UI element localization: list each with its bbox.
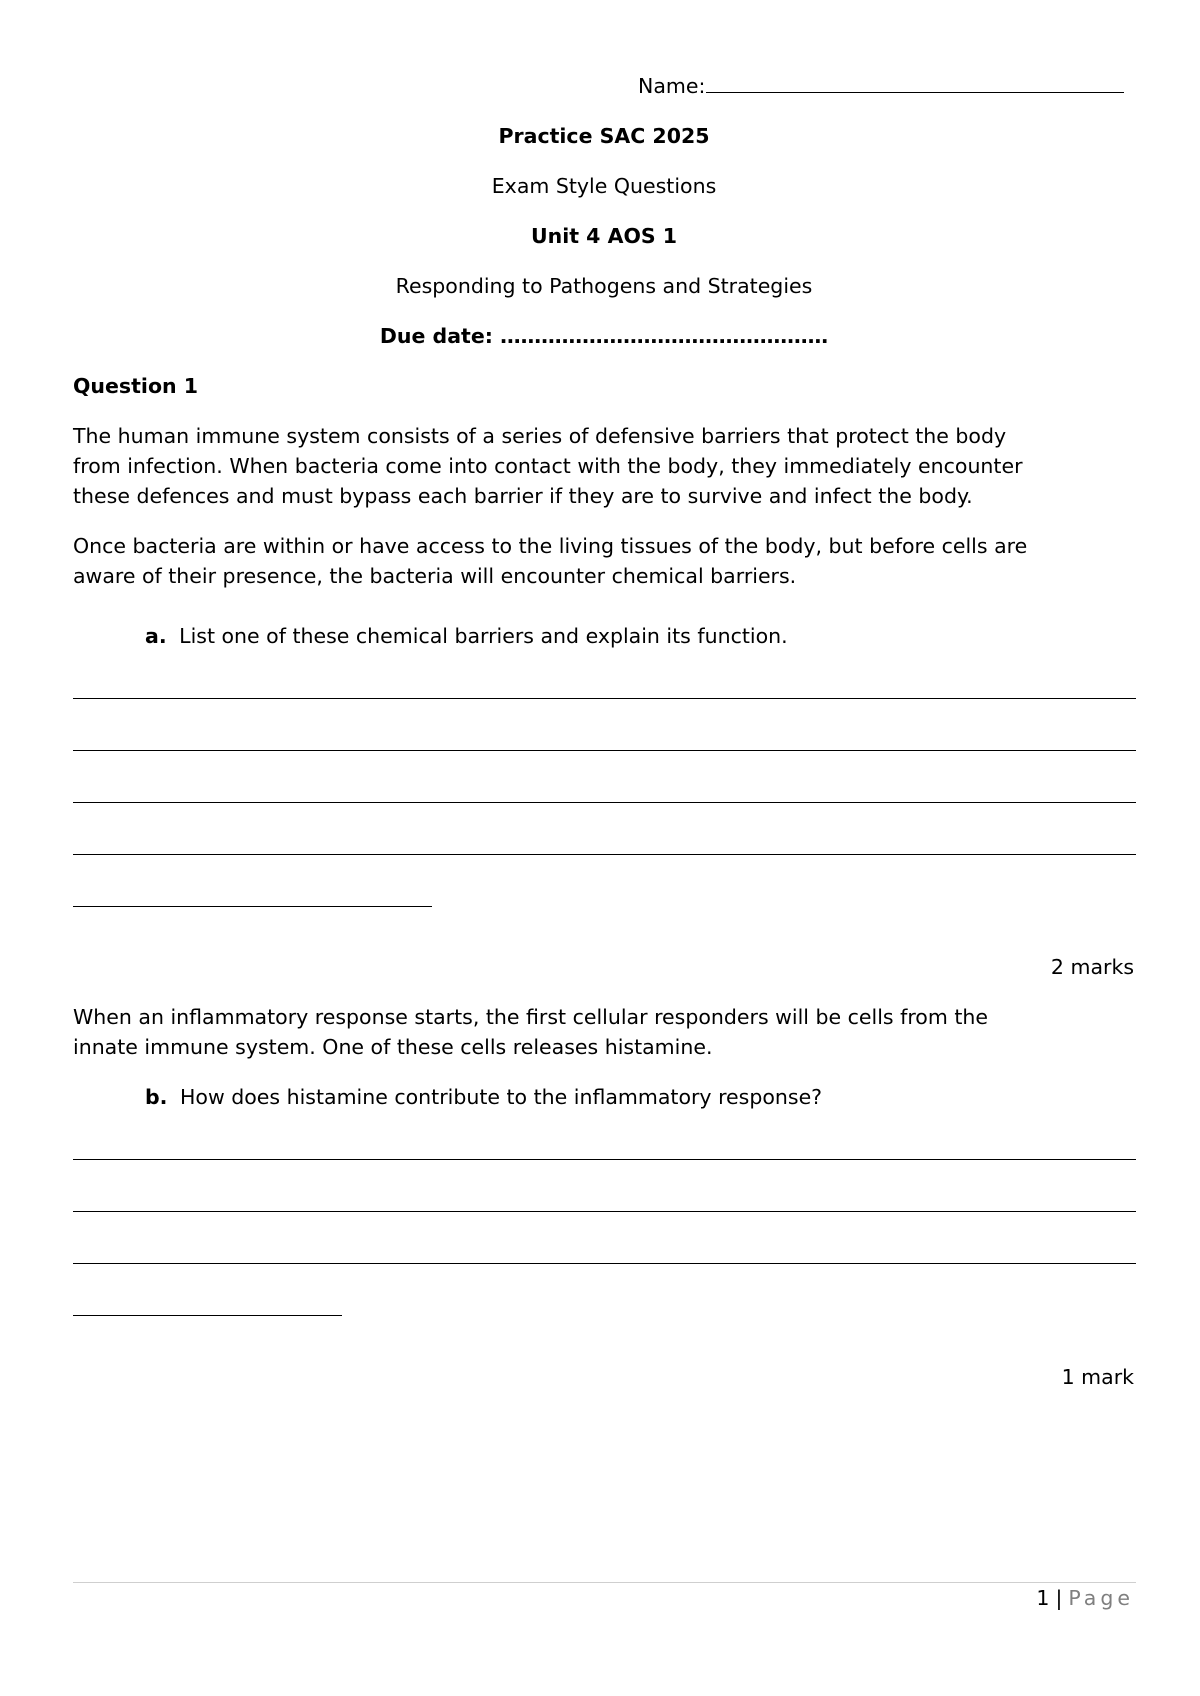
- part-a-prompt: [145, 621, 788, 651]
- intro-paragraph: [73, 421, 1133, 511]
- question-heading: Question 1: [73, 374, 199, 398]
- name-field: [638, 71, 1124, 101]
- topic-heading: Responding to Pathogens and Strategies: [395, 274, 813, 298]
- page-number: 1: [1036, 1586, 1050, 1610]
- part-a-letter: a.: [145, 624, 167, 648]
- part-b-prompt: [145, 1082, 822, 1112]
- context-line: When an inflammatory response starts, the first cellular responders will be cells from the: [73, 1005, 988, 1029]
- answer-line[interactable]: [73, 854, 1136, 855]
- context-line: aware of their presence, the bacteria will encounter chemical barriers.: [73, 564, 797, 588]
- document-title: Practice SAC 2025: [498, 124, 710, 148]
- part-b-marks: 1 mark: [1061, 1365, 1134, 1389]
- footer-separator: |: [1055, 1586, 1063, 1610]
- document-subtitle: Exam Style Questions: [491, 174, 717, 198]
- answer-line[interactable]: [73, 906, 432, 907]
- due-date-dots: …………………………………………: [500, 324, 829, 348]
- answer-line[interactable]: [73, 698, 1136, 699]
- answer-line[interactable]: [73, 802, 1136, 803]
- page-label: Page: [1068, 1586, 1134, 1610]
- context-paragraph-b: [73, 1002, 1133, 1062]
- due-date-label: Due date:: [379, 324, 493, 348]
- answer-line[interactable]: [73, 1159, 1136, 1160]
- context-paragraph-a: [73, 531, 1133, 591]
- unit-heading: Unit 4 AOS 1: [530, 224, 678, 248]
- page-footer: [1036, 1583, 1134, 1613]
- context-line: Once bacteria are within or have access to the living tissues of the body, but before cells are: [73, 534, 1028, 558]
- footer-divider: [73, 1582, 1136, 1583]
- intro-line: these defences and must bypass each barrier if they are to survive and infect the body.: [73, 484, 973, 508]
- answer-line[interactable]: [73, 1263, 1136, 1264]
- intro-line: The human immune system consists of a series of defensive barriers that protect the body: [73, 424, 1007, 448]
- part-b-letter: b.: [145, 1085, 168, 1109]
- part-a-marks: 2 marks: [1050, 955, 1134, 979]
- part-a-text: List one of these chemical barriers and explain its function.: [179, 624, 788, 648]
- due-date: [0, 321, 1200, 351]
- name-answer-line[interactable]: [706, 72, 1124, 93]
- intro-line: from infection. When bacteria come into contact with the body, they immediately encounter: [73, 454, 1023, 478]
- context-line: innate immune system. One of these cells releases histamine.: [73, 1035, 713, 1059]
- answer-line[interactable]: [73, 750, 1136, 751]
- answer-line[interactable]: [73, 1211, 1136, 1212]
- name-label: Name:: [638, 74, 706, 98]
- answer-line[interactable]: [73, 1315, 342, 1316]
- part-b-text: How does histamine contribute to the inflammatory response?: [180, 1085, 823, 1109]
